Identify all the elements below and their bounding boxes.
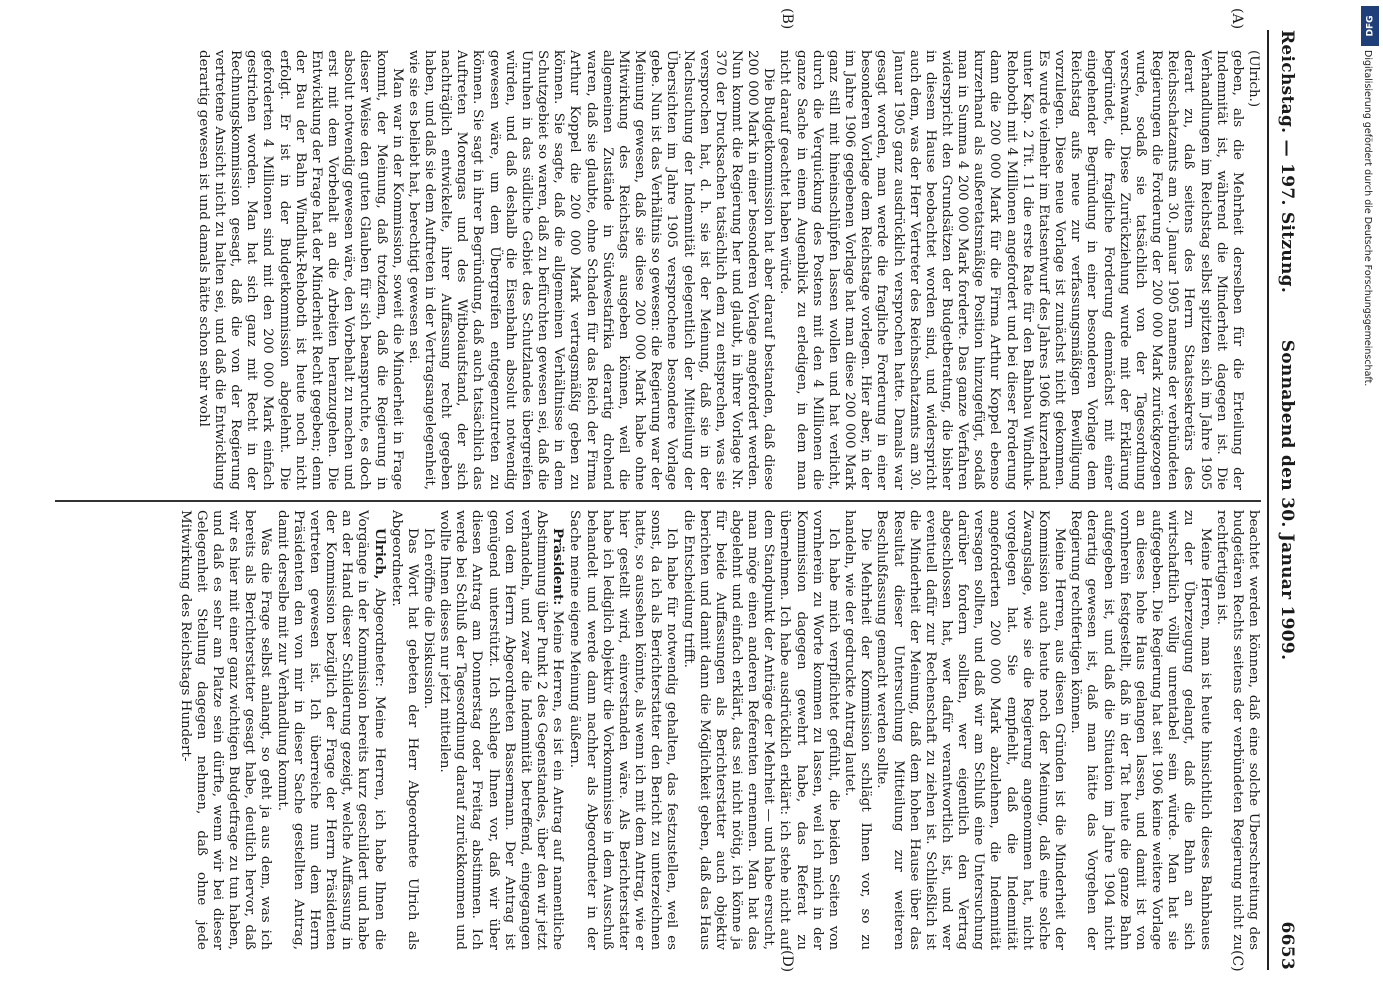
paragraph: Ich habe mich verpflichtet gefühlt, die beiden Seiten von vornherein zu Worte kommen zu lassen, weil ich mich in der Kommission dagegen gewehrt habe, das Referat zu übernehmen. Ich habe ausdrücklich erklärt: ich stehe nicht auf dem Standpunkt der Anträge der Mehrheit — und habe ersucht, man möge einen anderen Referenten ernennen. Man hat das abgelehnt und einfach erklärt, das sei nicht nötig, ich könne ja für beide Auffassungen als Berichterstatter auch objektiv berichten und damit dann die Möglichkeit geben, daß das Haus die Entscheidung trifft. (680, 510, 841, 950)
column-divider (55, 500, 1261, 502)
paragraph: Das Wort hat gebeten der Herr Abgeordnete Ulrich als Abgeordneter. (388, 510, 420, 950)
margin-marker-b: (B) (779, 8, 795, 30)
paragraph: Man war in der Kommission, soweit die Minderheit in Frage kommt, der Meinung, daß trotzdem, daß die Regierung in dieser Weise den guten Glauben für sich beanspruchte, es doch absolut notwendig gewesen wäre, den Vorbehalt zu machen und erst mit dem Vorbehalt an die Arbeiten heranzugehen. Die Entwicklung der Frage hat der Minderheit Recht gegeben; denn der Bau der Bahn Windhuk-Rehoboth ist heute noch nicht erfolgt. Er ist in der Budgetkommission abgelehnt. Die geforderten 4 Millionen sind mit den 200 000 Mark einfach gestrichen worden. Man hat sich ganz mit Recht in der Rechnungskommission gesagt, daß die von der Regierung vertretene Ansicht nicht zu halten sei, und daß die Entwicklung derartig gewesen ist und damals hätte schon sehr wohl (195, 50, 405, 490)
left-column (55, 50, 1261, 490)
page-number: 6653 (1277, 921, 1297, 970)
dfg-logo (1361, 6, 1379, 46)
right-column (55, 510, 1261, 950)
dfg-strip (1355, 0, 1383, 1000)
margin-marker-d: (D) (779, 950, 795, 973)
paragraph: geben, als die Mehrheit derselben für die Erteilung der Indemnität ist, während die Minderheit dagegen ist. Die Verhandlungen im Reichstag selbst spitzten sich im Jahre 1905 derart zu, daß seitens des Herrn Staatssekretärs des Reichsschatzamts am 30. Januar 1905 namens der verbündeten Regierungen die Forderung der 200 000 Mark zurückgezogen wurde, sodaß sie tatsächlich von der Tagesordnung verschwand. Diese Zurückziehung wurde mit der Erklärung begründet, die fragliche Forderung demnächst mit einer eingehender Begründung in einer besonderen Vorlage dem Reichstag aufs neue zur verfassungsmäßigen Bewilligung vorzulegen. Diese neue Vorlage ist zunächst nicht gekommen. Es wurde vielmehr im Etatsentwurf des Jahres 1906 kurzerhand unter Kap. 2 Tit. 11 die erste Rate für den Bahnbau Windhuk-Rehoboth mit 4 Millionen angefordert und bei dieser Forderung dann die 200 000 Mark für die Firma Arthur Koppel ebenso kurzerhand als außeretatsmäßige Position hinzugefügt, sodaß man in Summa 4 200 000 Mark forderte. Das ganze Verfahren widerspricht den Grundsätzen der Budgetberatung, die bisher in diesem Hause beobachtet worden sind, und widerspricht auch dem, was der Herr Vertreter des Reichsschatzamts am 30. Januar 1905 ganz ausdrücklich versprochen hatte. Damals war gesagt worden, man werde die fragliche Forderung in einer besonderen Vorlage dem Reichstage vorlegen. Hier aber, in der im Jahre 1906 gegebenen Vorlage hat man diese 200 000 Mark ganz still mit hineinschlüpfen lassen wollen und hat verlicht, durch die Verquickung des Postens mit den 4 Millionen die ganze Sache in einem Augenblick zu erledigen, in dem man nicht darauf geachtet haben würde. (777, 50, 1245, 490)
header-left: Reichstag. — 197. Sitzung. (1277, 30, 1297, 294)
paragraph: Meine Herren, aus diesen Gründen ist die Minderheit der Kommission auch heute noch der Meinung, daß eine solche Zwangslage, wie sie die Regierung angenommen hat, nicht vorgelegen hat. Sie empfiehlt, daß die Indemnität angeforderten 200 000 Mark abzulehnen, die Indemnität versagen sollten, und daß wir am Schluß eine Untersuchung darüber fordern sollten, wer eigentlich den Vertrag abgeschlossen hat, wer dafür verantwortlich ist, und wer eventuell dafür zur Rechenschaft zu ziehen ist. Schließlich ist die Minderheit der Meinung, daß dem hohen Hause über das Resultat dieser Untersuchung Mitteilung zur weiteren Beschlußfassung gemacht werden sollte. (874, 510, 1068, 950)
paragraph: Die Mehrheit der Kommission schlägt Ihnen vor, so zu handeln, wie der gedruckte Antrag lautet. (842, 510, 874, 950)
paragraph: Was die Frage selbst anlangt, so geht ja aus dem, was ich bereits als Berichterstatter gesagt habe, deutlich hervor, daß wir es hier mit einer ganz wichtigen Budgetfrage zu tun haben, und daß es sehr am Platze sein dürfte, wenn wir bei dieser Gelegenheit Stellung dagegen nehmen, daß ohne jede Mitwirkung des Reichstags Hundert- (177, 510, 274, 950)
dfg-logo-text: DFG (1365, 15, 1376, 37)
speaker-tag: (Ulrich.) (1246, 50, 1261, 108)
paragraph: Meine Herren, man ist heute hinsichtlich dieses Bahnbaues zu der Überzeugung gelangt, daß die Bahn an sich wirtschaftlich völlig unrentabel sein würde. Man hat sie aufgegeben. Die Regierung hat seit 1906 keine weitere Vorlage an dieses hohe Haus gelangen lassen, und damit ist von vornherein festgestellt, daß in der Tat heute die ganze Bahn aufgegeben ist, und daß die Situation im Jahre 1904 nicht derartig gewesen ist, daß man hätte das Vorgehen der Regierung rechtfertigen können. (1068, 510, 1213, 950)
header-rule (1267, 30, 1269, 970)
paragraph: Die Budgetkommission hat aber darauf bestanden, daß diese 200 000 Mark in einer besonderen Vorlage angefordert werden. Nun kommt die Regierung her und glaubt, in ihrer Vorlage Nr. 370 der Drucksachen tatsächlich dem zu entsprechen, was sie versprochen hat, d. h. sie ist der Meinung, daß sie in der Nachsuchung der Indemnität gelegentlich der Mitteilung der Übersichten im Jahre 1905 versprochene besondere Vorlage gebe. Nun ist das Verhältnis so gewesen: die Regierung war der Meinung gewesen, daß sie diese 200 000 Mark habe ohne Mitwirkung des Reichstags ausgeben können, weil die allgemeinen Zustände in Südwestafrika derartig drohend waren, daß sie glaubte, ohne Schaden für das Reich der Firma Arthur Koppel die 200 000 Mark vertragsmäßig geben zu können. Sie sagte, daß die allgemeinen Verhältnisse in dem Schutzgebiet so waren, daß zu befürchten gewesen sei, daß die Unruhen in das südliche Gebiet des Schutzlandes übergreifen würden, und daß deshalb die Eisenbahn absolut notwendig gewesen wäre, um dem Übergreifen entgegenzutreten zu können. Sie sagt in ihrer Begründung, daß auch tatsächlich das Auftreten Morengas und des Witboiaufstand, der sich nachträglich entwickelte, ihrer Auffassung recht gegeben haben, und daß sie dem Auftreten in der Vertragsangelegenheit, wie sie es beliebt hat, berechtigt gewesen sei. (405, 50, 777, 490)
ulrich-paragraph: Ulrich, Abgeordneter: Meine Herren, ich habe Ihnen die Vorgänge in der Kommission bereits kurz geschildert und habe an der Hand dieser Schilderung gezeigt, welche Auffassung in der Kommission bezüglich der Frage der Herrn Präsidenten vertreten gewesen ist. Ich überreiche nun dem Herrn Präsidenten den von mir in dieser Sache gestellten Antrag, damit derselbe mit zur Verhandlung kommt. (274, 510, 388, 950)
paragraph: Ich habe für notwendig gehalten, das festzustellen, weil es sonst, da ich als Berichterstatter den Bericht zu unterzeichnen hatte, so aussehen könnte, als wenn ich mit dem Antrag, wie er hier gestellt wird, einverstanden wäre. Als Berichterstatter habe ich lediglich objektiv die Vorkommnisse in dem Ausschuß behandelt und werde dann nachher als Abgeordneter in der Sache meine eigene Meinung äußern. (567, 510, 680, 950)
margin-marker-c: (C) (1229, 950, 1245, 972)
dfg-funding-note (1361, 50, 1375, 630)
header-center: Sonnabend den 30. Januar 1909. (1277, 339, 1297, 661)
margin-marker-a: (A) (1229, 8, 1245, 30)
paragraph: beachtet werden können, daß eine solche Überschreitung des budgetären Rechts seitens der verbündeten Regierung nicht zu rechtfertigen ist. (1213, 510, 1261, 950)
document-page (15, 0, 1315, 1000)
page-header (1273, 30, 1297, 970)
paragraph: Ich eröffne die Diskussion. (421, 528, 437, 710)
president-paragraph: Präsident: Meine Herren, es ist ein Antrag auf namentliche Abstimmung über Punkt 2 des Gegenstandes, über den wir jetzt verhandeln, und zwar die Indemnität betreffend, eingegangen von dem Herrn Abgeordneten Bassermann. Der Antrag ist genügend unterstützt. Ich schlage Ihnen vor, daß wir über diesen Antrag am Donnerstag oder Freitag abstimmen. Ich werde bei Schluß der Tagesordnung darauf zurückkommen und wollte Ihnen dieses nur jetzt mitteilen. (437, 510, 567, 950)
dfg-funding-text: Digitalisierung gefördert durch die Deutsche Forschungsgemeinschaft. (1362, 50, 1373, 387)
